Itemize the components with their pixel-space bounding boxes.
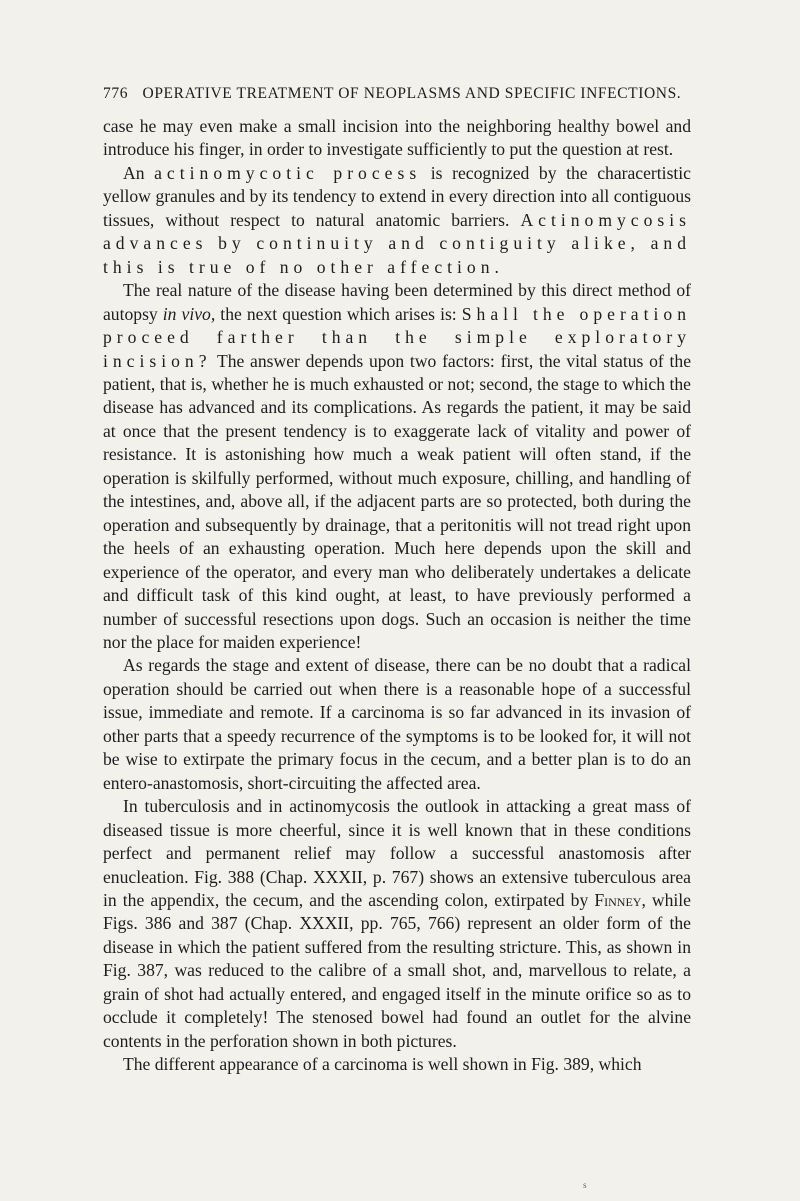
p5-author-name: Finney: [594, 889, 642, 910]
paragraph-3: [103, 279, 691, 654]
p2-text-c: is recognized by the characertistic yellow granules and by its tendency to extend in every direction into all contiguous tissues, without respect to natural anatomic barriers.: [103, 162, 691, 230]
p3-text-a: The real nature of the disease having been determined by this direct method of autopsy: [103, 280, 691, 324]
p2-text-a: An: [123, 162, 155, 183]
p3-text-e: The answer depends upon two factors: first, the vital status of the patient, that is, whether he is much exhausted or not; second, the stage to which the disease has advanced and its complications. As regards the patient, it may be said at once that the present tendency is to exaggerate lack of vitality and power of resistance. It is astonishing how much a weak patient will often stand, if the operation is skilfully performed, without much exposure, chilling, and handling of the intestines, and, above all, if the adjacent parts are so protected, both during the operation and subsequently by drainage, that a peritonitis will not tread right upon the heels of an exhausting operation. Much here depends upon the skill and experience of the operator, and every man who deliberately undertakes a delicate and difficult task of this kind ought, at least, to have previously performed a number of successful resections upon dogs. Such an occasion is neither the time nor the place for maiden experience!: [103, 350, 691, 652]
running-title: OPERATIVE TREATMENT OF NEOPLASMS AND SPECIFIC INFECTIONS.: [142, 85, 682, 102]
p2-spaced-sentence: Actinomycosis advances by continuity and contiguity alike, and this is true of no other affection.: [103, 209, 691, 277]
p3-italic-phrase: in vivo,: [162, 303, 216, 324]
paragraph-4: As regards the stage and extent of disease, there can be no doubt that a radical operation should be carried out when there is a reasonable hope of a successful issue, immediate and remote. If a carcinoma is so far advanced in its invasion of other parts that a speedy recurrence of the symptoms is to be looked for, it will not be wise to extirpate the primary focus in the cecum, and a better plan is to do an entero-anastomosis, short-circuiting the affected area.: [103, 655, 691, 793]
page-number: 776: [103, 85, 129, 102]
p5-text-c: , while Figs. 386 and 387 (Chap. XXXII, pp. 765, 766) represent an older form of the disease in which the patient suffered from the resulting stricture. This, as shown in Fig. 387, was reduced to the calibre of a small shot, and, marvellous to relate, a grain of shot had actually entered, and engaged itself in the minute orifice so as to occlude it completely! The stenosed bowel had found an outlet for the alvine contents in the perforation shown in both pictures.: [103, 889, 691, 1051]
p3-text-c: the next question which arises is:: [215, 303, 462, 324]
p3-spaced-question: Shall the operation proceed farther than the simple exploratory incision?: [103, 303, 691, 371]
body-text: [103, 115, 691, 1077]
p2-spaced-term: actinomycotic process: [154, 162, 422, 183]
running-header: [103, 85, 693, 103]
paragraph-1: case he may even make a small incision into the neighboring healthy bowel and introduce his finger, in order to investigate sufficiently to put the question at rest.: [103, 116, 691, 160]
footer-mark: s: [583, 1180, 587, 1190]
p5-text-a: In tuberculosis and in actinomycosis the outlook in attacking a great mass of diseased tissue is more cheerful, since it is well known that in these conditions perfect and permanent relief may follow a successful anastomosis after enucleation. Fig. 388 (Chap. XXXII, p. 767) shows an extensive tuberculous area in the appendix, the cecum, and the ascending colon, extirpated by: [103, 796, 691, 910]
paragraph-6: The different appearance of a carcinoma is well shown in Fig. 389, which: [123, 1054, 642, 1075]
paragraph-5: [103, 795, 691, 1053]
paragraph-2: [103, 162, 691, 279]
